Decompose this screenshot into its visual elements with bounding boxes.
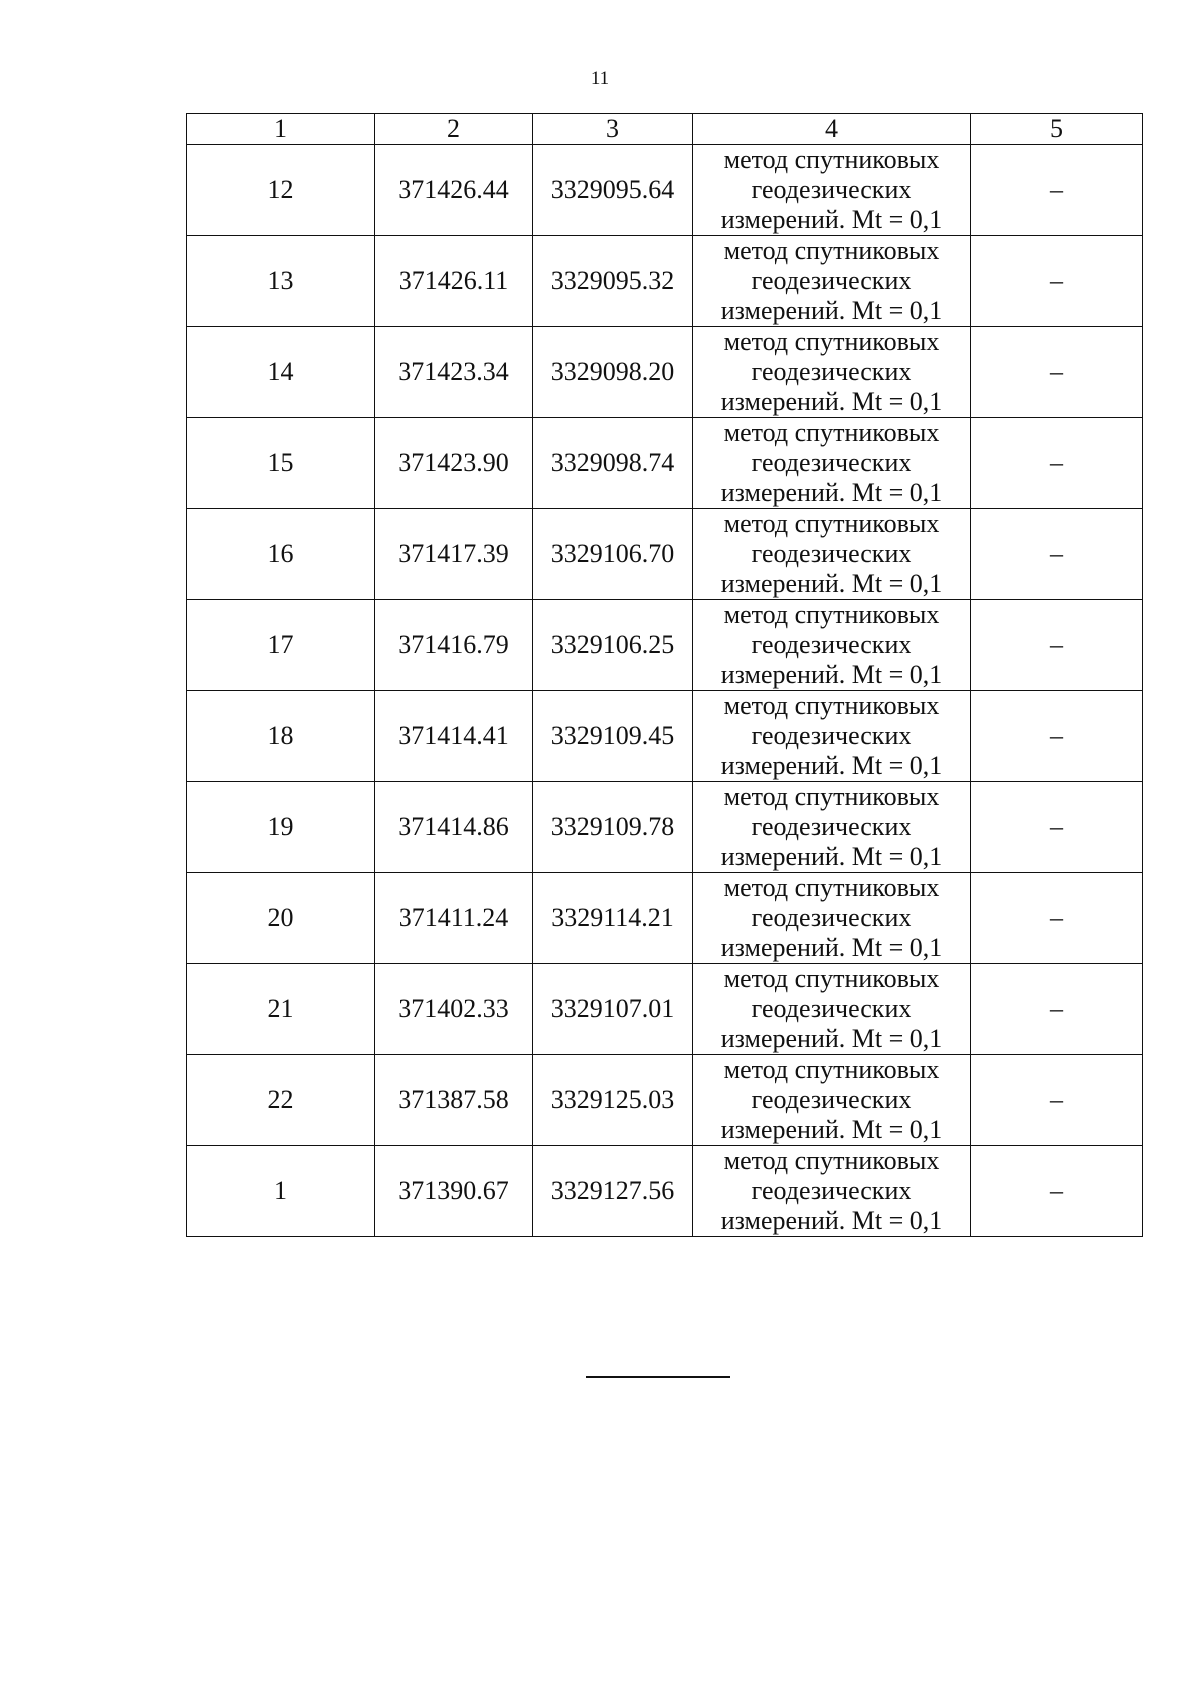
method-cell bbox=[693, 1146, 971, 1237]
method-line: измерений. Mt = 0,1 bbox=[720, 1024, 943, 1053]
method-line: метод спутниковых bbox=[723, 782, 940, 811]
note-cell: – bbox=[971, 782, 1143, 873]
y-coordinate-cell: 3329107.01 bbox=[533, 964, 693, 1055]
x-coordinate-cell: 371414.86 bbox=[375, 782, 533, 873]
table-row bbox=[187, 873, 1143, 964]
method-cell bbox=[693, 691, 971, 782]
x-coordinate-cell: 371414.41 bbox=[375, 691, 533, 782]
method-cell bbox=[693, 600, 971, 691]
table-row bbox=[187, 236, 1143, 327]
note-cell: – bbox=[971, 691, 1143, 782]
x-coordinate-cell: 371423.90 bbox=[375, 418, 533, 509]
header-cell-5: 5 bbox=[971, 114, 1143, 145]
point-number-cell: 20 bbox=[187, 873, 375, 964]
method-line: измерений. Mt = 0,1 bbox=[720, 751, 943, 780]
method-line: метод спутниковых bbox=[723, 145, 940, 174]
table-row bbox=[187, 418, 1143, 509]
header-cell-2: 2 bbox=[375, 114, 533, 145]
method-line: геодезических bbox=[751, 721, 912, 750]
method-cell bbox=[693, 418, 971, 509]
note-cell: – bbox=[971, 327, 1143, 418]
method-line: измерений. Mt = 0,1 bbox=[720, 478, 943, 507]
coordinates-table bbox=[186, 113, 1143, 1237]
method-line: метод спутниковых bbox=[723, 691, 940, 720]
table-row bbox=[187, 782, 1143, 873]
x-coordinate-cell: 371416.79 bbox=[375, 600, 533, 691]
table-row bbox=[187, 1055, 1143, 1146]
table-row bbox=[187, 964, 1143, 1055]
method-line: измерений. Mt = 0,1 bbox=[720, 205, 943, 234]
note-cell: – bbox=[971, 600, 1143, 691]
method-cell bbox=[693, 145, 971, 236]
table-body bbox=[187, 114, 1143, 1237]
y-coordinate-cell: 3329127.56 bbox=[533, 1146, 693, 1237]
method-line: геодезических bbox=[751, 357, 912, 386]
point-number-cell: 1 bbox=[187, 1146, 375, 1237]
x-coordinate-cell: 371423.34 bbox=[375, 327, 533, 418]
method-cell bbox=[693, 873, 971, 964]
y-coordinate-cell: 3329095.32 bbox=[533, 236, 693, 327]
method-line: измерений. Mt = 0,1 bbox=[720, 1115, 943, 1144]
method-line: метод спутниковых bbox=[723, 600, 940, 629]
point-number-cell: 16 bbox=[187, 509, 375, 600]
x-coordinate-cell: 371426.11 bbox=[375, 236, 533, 327]
note-cell: – bbox=[971, 964, 1143, 1055]
method-line: метод спутниковых bbox=[723, 1055, 940, 1084]
y-coordinate-cell: 3329114.21 bbox=[533, 873, 693, 964]
point-number-cell: 17 bbox=[187, 600, 375, 691]
method-line: геодезических bbox=[751, 1176, 912, 1205]
method-line: измерений. Mt = 0,1 bbox=[720, 296, 943, 325]
method-cell bbox=[693, 327, 971, 418]
point-number-cell: 12 bbox=[187, 145, 375, 236]
note-cell: – bbox=[971, 1055, 1143, 1146]
x-coordinate-cell: 371402.33 bbox=[375, 964, 533, 1055]
table-row bbox=[187, 600, 1143, 691]
method-line: измерений. Mt = 0,1 bbox=[720, 933, 943, 962]
header-cell-4: 4 bbox=[693, 114, 971, 145]
y-coordinate-cell: 3329125.03 bbox=[533, 1055, 693, 1146]
y-coordinate-cell: 3329098.20 bbox=[533, 327, 693, 418]
note-cell: – bbox=[971, 873, 1143, 964]
method-line: геодезических bbox=[751, 1085, 912, 1114]
method-line: геодезических bbox=[751, 539, 912, 568]
note-cell: – bbox=[971, 418, 1143, 509]
point-number-cell: 15 bbox=[187, 418, 375, 509]
method-line: метод спутниковых bbox=[723, 327, 940, 356]
note-cell: – bbox=[971, 509, 1143, 600]
y-coordinate-cell: 3329098.74 bbox=[533, 418, 693, 509]
method-line: измерений. Mt = 0,1 bbox=[720, 569, 943, 598]
method-line: геодезических bbox=[751, 812, 912, 841]
y-coordinate-cell: 3329109.78 bbox=[533, 782, 693, 873]
method-cell bbox=[693, 782, 971, 873]
table-row bbox=[187, 1146, 1143, 1237]
point-number-cell: 13 bbox=[187, 236, 375, 327]
method-line: геодезических bbox=[751, 448, 912, 477]
method-line: измерений. Mt = 0,1 bbox=[720, 842, 943, 871]
point-number-cell: 14 bbox=[187, 327, 375, 418]
method-cell bbox=[693, 236, 971, 327]
y-coordinate-cell: 3329106.70 bbox=[533, 509, 693, 600]
method-line: метод спутниковых bbox=[723, 1146, 940, 1175]
page-number: 11 bbox=[590, 68, 610, 89]
x-coordinate-cell: 371411.24 bbox=[375, 873, 533, 964]
point-number-cell: 19 bbox=[187, 782, 375, 873]
table-row bbox=[187, 509, 1143, 600]
end-divider-line bbox=[586, 1376, 730, 1378]
table-row bbox=[187, 327, 1143, 418]
method-line: измерений. Mt = 0,1 bbox=[720, 387, 943, 416]
point-number-cell: 18 bbox=[187, 691, 375, 782]
method-line: измерений. Mt = 0,1 bbox=[720, 660, 943, 689]
header-cell-1: 1 bbox=[187, 114, 375, 145]
method-line: метод спутниковых bbox=[723, 236, 940, 265]
x-coordinate-cell: 371417.39 bbox=[375, 509, 533, 600]
x-coordinate-cell: 371426.44 bbox=[375, 145, 533, 236]
note-cell: – bbox=[971, 236, 1143, 327]
method-line: метод спутниковых bbox=[723, 418, 940, 447]
table-row bbox=[187, 145, 1143, 236]
method-cell bbox=[693, 964, 971, 1055]
note-cell: – bbox=[971, 1146, 1143, 1237]
x-coordinate-cell: 371390.67 bbox=[375, 1146, 533, 1237]
y-coordinate-cell: 3329106.25 bbox=[533, 600, 693, 691]
y-coordinate-cell: 3329095.64 bbox=[533, 145, 693, 236]
method-line: геодезических bbox=[751, 175, 912, 204]
method-line: геодезических bbox=[751, 903, 912, 932]
table-row bbox=[187, 691, 1143, 782]
x-coordinate-cell: 371387.58 bbox=[375, 1055, 533, 1146]
method-line: геодезических bbox=[751, 266, 912, 295]
method-line: измерений. Mt = 0,1 bbox=[720, 1206, 943, 1235]
method-cell bbox=[693, 1055, 971, 1146]
point-number-cell: 21 bbox=[187, 964, 375, 1055]
table-header-row bbox=[187, 114, 1143, 145]
method-line: метод спутниковых bbox=[723, 509, 940, 538]
method-line: геодезических bbox=[751, 994, 912, 1023]
y-coordinate-cell: 3329109.45 bbox=[533, 691, 693, 782]
note-cell: – bbox=[971, 145, 1143, 236]
header-cell-3: 3 bbox=[533, 114, 693, 145]
point-number-cell: 22 bbox=[187, 1055, 375, 1146]
method-cell bbox=[693, 509, 971, 600]
method-line: метод спутниковых bbox=[723, 964, 940, 993]
method-line: метод спутниковых bbox=[723, 873, 940, 902]
method-line: геодезических bbox=[751, 630, 912, 659]
